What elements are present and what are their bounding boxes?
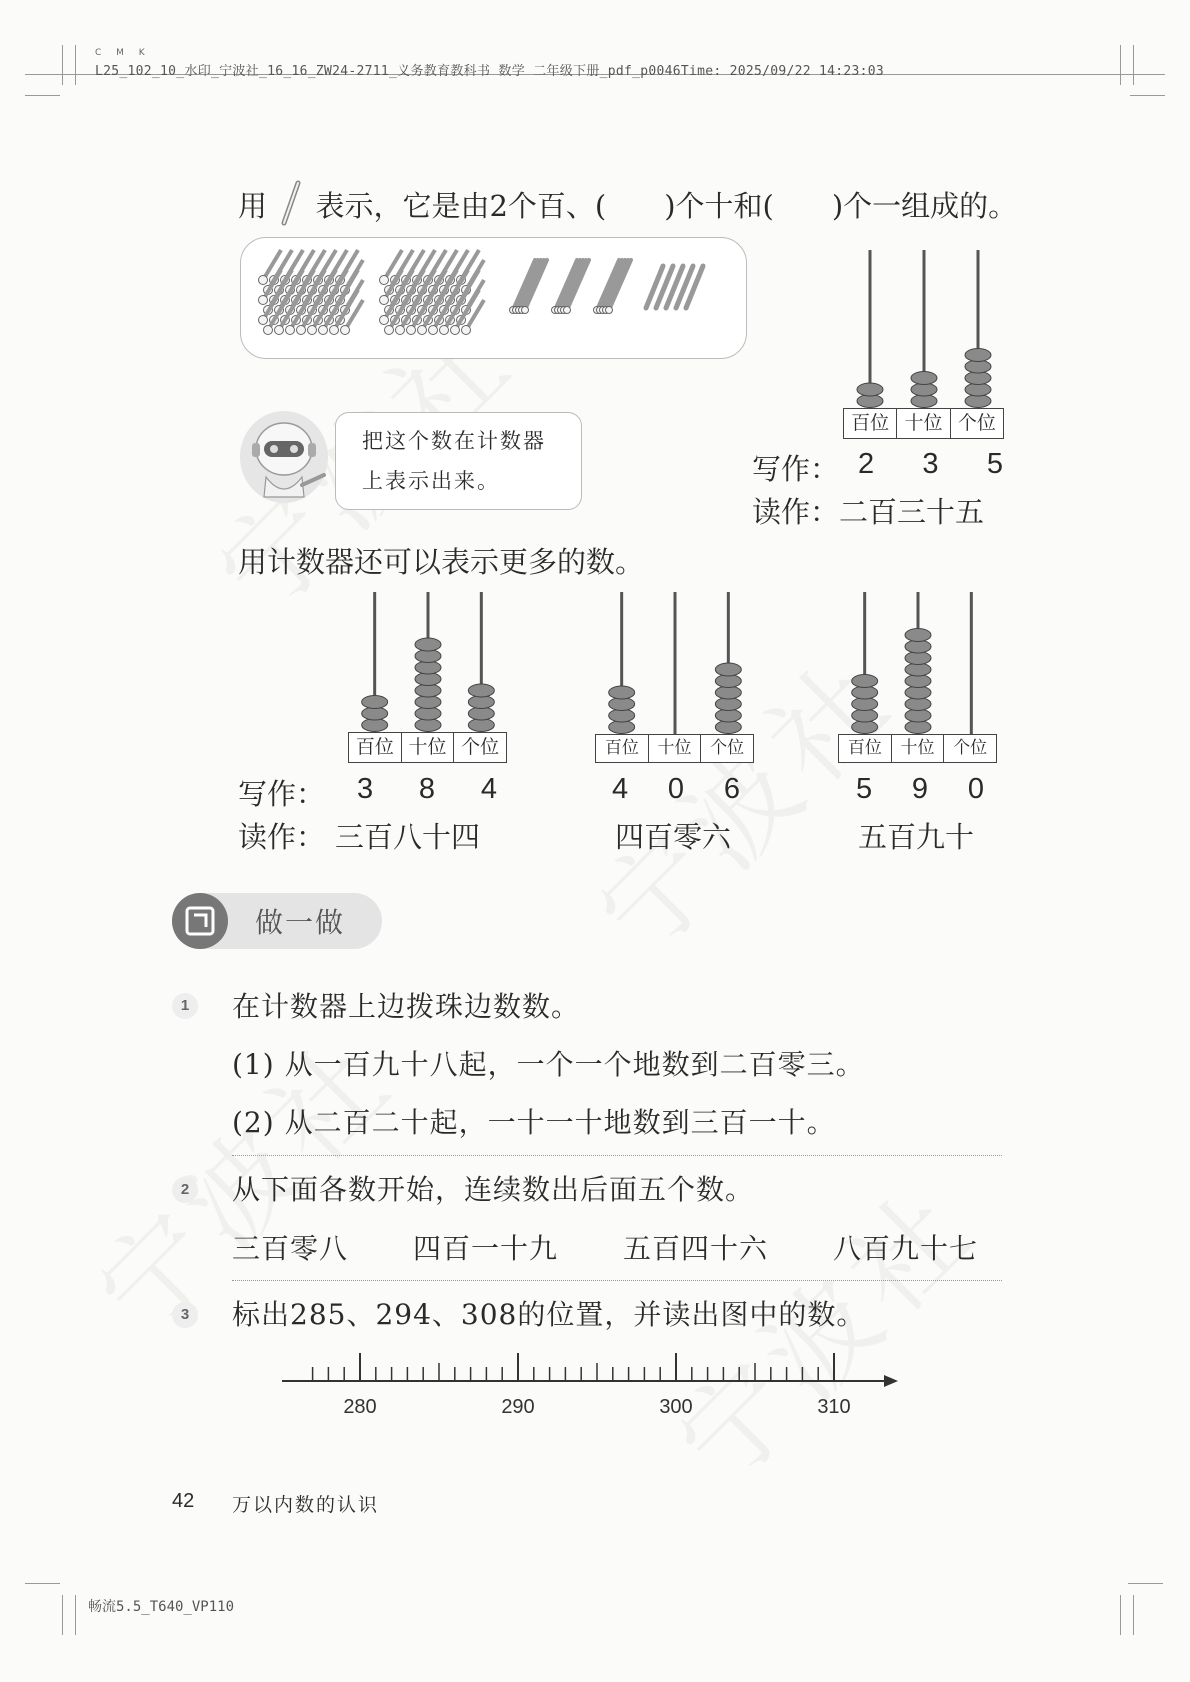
sticks-panel	[240, 237, 747, 359]
digit-tens: 3	[922, 448, 939, 480]
read-row-main	[752, 490, 984, 531]
digit: 6	[723, 773, 740, 805]
intro-prefix: 用	[238, 189, 268, 223]
abacus-bead	[415, 638, 441, 651]
bubble-line-1: 把这个数在计数器	[362, 429, 546, 453]
digits-590	[856, 773, 984, 806]
number-line	[270, 1345, 910, 1425]
stick-bundles-illustration	[241, 238, 746, 358]
intro-line	[238, 180, 1017, 226]
digits-main	[858, 448, 1003, 481]
q1-text: 在计数器上边拨珠边数数。	[232, 990, 581, 1023]
pencil-square-icon	[172, 893, 228, 949]
q2-item-1: 三百零八	[232, 1232, 349, 1265]
place-label: 百位	[596, 735, 649, 762]
place-label: 十位	[897, 409, 950, 438]
q2-item-3: 五百四十六	[623, 1232, 769, 1265]
place-value-labels	[595, 734, 754, 763]
reading-590: 五百九十	[858, 820, 975, 854]
q2-item-4: 八百九十七	[833, 1232, 979, 1265]
digits-406	[612, 773, 740, 806]
abacus-bead	[911, 372, 937, 385]
abacus-bead	[965, 349, 991, 362]
hundred-bundle	[380, 250, 485, 335]
place-value-labels	[843, 408, 1004, 439]
place-value-labels	[348, 732, 507, 763]
q1-sub1: (1) 从一百九十八起，一个一个地数到二百零三。	[232, 1048, 865, 1081]
abacus-rods	[595, 592, 755, 734]
abacus-bead	[609, 686, 635, 699]
write-label: 写作：	[752, 452, 840, 486]
digit: 4	[480, 773, 497, 805]
crop-mark	[75, 1595, 76, 1635]
abacus-bead	[715, 663, 741, 676]
place-label: 个位	[953, 738, 988, 758]
crop-mark	[25, 95, 60, 96]
crop-mark	[62, 45, 63, 85]
abacus-590	[838, 592, 998, 764]
abacus-bead	[905, 629, 931, 642]
tick-label-310: 310	[817, 1396, 851, 1418]
place-label: 百位	[844, 409, 897, 438]
more-read-label: 读作：	[238, 820, 326, 854]
more-write-label: 写作：	[238, 777, 326, 811]
crop-mark	[62, 1595, 63, 1635]
separator	[232, 1280, 1002, 1281]
print-footer: 畅流5.5_T640_VP110	[88, 1599, 235, 1615]
crop-mark	[1130, 95, 1165, 96]
section-icon	[172, 893, 228, 949]
crop-mark	[1133, 1595, 1134, 1635]
crop-mark	[1120, 1595, 1121, 1635]
abacus-bead	[362, 696, 388, 709]
digit: 3	[357, 773, 374, 805]
abacus-bead	[857, 383, 883, 396]
stick-icon	[278, 180, 304, 226]
q2-item-2: 四百一十九	[413, 1232, 559, 1265]
question-number-1: 1	[172, 993, 198, 1019]
tick-label-280: 280	[343, 1396, 377, 1418]
arrow-head	[884, 1375, 898, 1387]
crop-mark	[25, 1583, 60, 1584]
digit: 8	[418, 773, 436, 805]
abacus-384	[348, 592, 508, 764]
write-row-main	[752, 447, 839, 488]
crop-mark	[1133, 45, 1134, 85]
section-title: 做一做	[255, 906, 346, 939]
abacus-rods	[843, 250, 1005, 408]
separator	[232, 1155, 1002, 1156]
robot-icon	[238, 405, 333, 505]
robot-mascot	[238, 405, 333, 505]
digit: 0	[967, 773, 984, 805]
place-label: 十位	[892, 735, 945, 762]
digit-ones: 5	[986, 448, 1003, 480]
chapter-title: 万以内数的认识	[232, 1494, 380, 1516]
tick-label-290: 290	[501, 1396, 535, 1418]
digit-hundreds: 2	[858, 448, 875, 480]
ten-bundle	[510, 260, 548, 314]
digit: 5	[856, 773, 873, 805]
digit: 9	[911, 773, 929, 805]
crop-mark	[75, 45, 76, 85]
abacus-bead	[468, 684, 494, 697]
digit: 0	[667, 773, 685, 805]
q2-text: 从下面各数开始，连续数出后面五个数。	[232, 1173, 755, 1206]
ten-bundle	[552, 260, 590, 314]
question-number-3: 3	[172, 1302, 198, 1328]
question-number-2: 2	[172, 1177, 198, 1203]
reading-main: 二百三十五	[839, 495, 985, 529]
place-label: 个位	[461, 736, 500, 758]
tick-label-300: 300	[659, 1396, 693, 1418]
digits-384	[357, 773, 497, 806]
speech-bubble	[335, 412, 582, 510]
abacus-rods	[838, 592, 998, 734]
reading-384: 三百八十四	[335, 820, 481, 854]
print-header: L25_102_10_水印_宁波社_16_16_ZW24-2711_义务教育教科书 数学 二年级下册_pdf_p0046Time: 2025/09/22 14:23:03	[95, 64, 885, 79]
place-label: 个位	[957, 412, 996, 434]
place-value-labels	[838, 734, 997, 763]
digit: 4	[612, 773, 629, 805]
place-label: 百位	[839, 735, 892, 762]
abacus-406	[595, 592, 755, 764]
place-label: 百位	[349, 733, 402, 762]
page-number: 42	[172, 1490, 195, 1512]
more-line: 用计数器还可以表示更多的数。	[238, 545, 645, 579]
abacus-235	[843, 250, 1005, 440]
q3-text: 标出285、294、308的位置，并读出图中的数。	[232, 1298, 866, 1331]
intro-text: 表示，它是由2个百、( )个十和( )个一组成的。	[315, 189, 1018, 223]
ten-bundle	[594, 260, 632, 314]
bubble-line-2: 上表示出来。	[362, 469, 500, 493]
place-label: 十位	[402, 733, 455, 762]
abacus-rods	[348, 592, 508, 732]
cmk-mark: C M K	[95, 48, 151, 58]
hundred-bundle	[259, 250, 364, 335]
read-label: 读作：	[752, 495, 840, 529]
crop-mark	[1120, 45, 1121, 85]
place-label: 个位	[710, 738, 745, 758]
reading-406: 四百零六	[615, 820, 732, 854]
q1-sub2: (2) 从二百二十起，一十一十地数到三百一十。	[232, 1106, 836, 1139]
abacus-bead	[852, 675, 878, 688]
place-label: 十位	[649, 735, 702, 762]
crop-mark	[1128, 1583, 1163, 1584]
